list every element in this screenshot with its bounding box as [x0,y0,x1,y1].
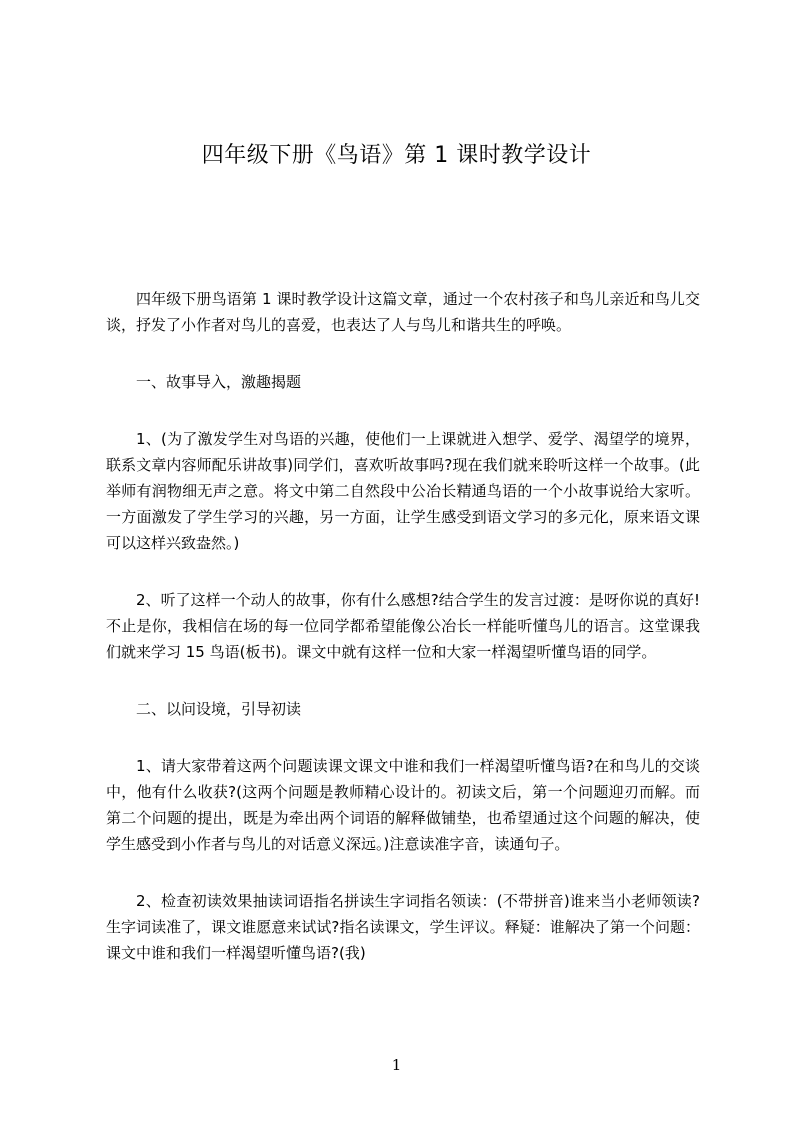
document-body [106,286,700,966]
intro-paragraph: 四年级下册鸟语第 1 课时教学设计这篇文章，通过一个农村孩子和鸟儿亲近和鸟儿交谈，抒发了小作者对鸟儿的喜爱，也表达了人与鸟儿和谐共生的呼唤。 [106,290,700,334]
section-heading-2: 二、以问设境，引导初读 [136,700,302,718]
section-1-paragraph-2: 2、听了这样一个动人的故事，你有什么感想?结合学生的发言过渡：是呀你说的真好!不止是你，我相信在场的每一位同学都希望能像公冶长一样能听懂鸟儿的语言。这堂课我们就来学习 15 鸟语(板书)。课文中就有这样一位和大家一样渴望听懂鸟语的同学。 [106,591,700,661]
page-number: 1 [391,1056,402,1074]
section-1-paragraph-1: 1、(为了激发学生对鸟语的兴趣，使他们一上课就进入想学、爱学、渴望学的境界，联系文章内容师配乐讲故事)同学们，喜欢听故事吗?现在我们就来聆听这样一个故事。(此举师有润物细无声之意。将文中第二自然段中公冶长精通鸟语的一个小故事说给大家听。一方面激发了学生学习的兴趣，另一方面，让学生感受到语文学习的多元化，原来语文课可以这样兴致盎然。) [106,430,700,552]
section-heading-1: 一、故事导入，激趣揭题 [136,373,302,391]
section-2-paragraph-1: 1、请大家带着这两个问题读课文课文中谁和我们一样渴望听懂鸟语?在和鸟儿的交谈中，他有什么收获?(这两个问题是教师精心设计的。初读文后，第一个问题迎刃而解。而第二个问题的提出，既是为牵出两个词语的解释做铺垫，也希望通过这个问题的解决，使学生感受到小作者与鸟儿的对话意义深远。)注意读准字音，读通句子。 [106,757,700,853]
document-title: 四年级下册《鸟语》第 1 课时教学设计 [201,143,592,168]
section-2-paragraph-2: 2、检查初读效果抽读词语指名拼读生字词指名领读：(不带拼音)谁来当小老师领读?生字词读准了，课文谁愿意来试试?指名读课文，学生评议。释疑：谁解决了第一个问题：课文中谁和我们一样渴望听懂鸟语?(我) [106,892,700,962]
